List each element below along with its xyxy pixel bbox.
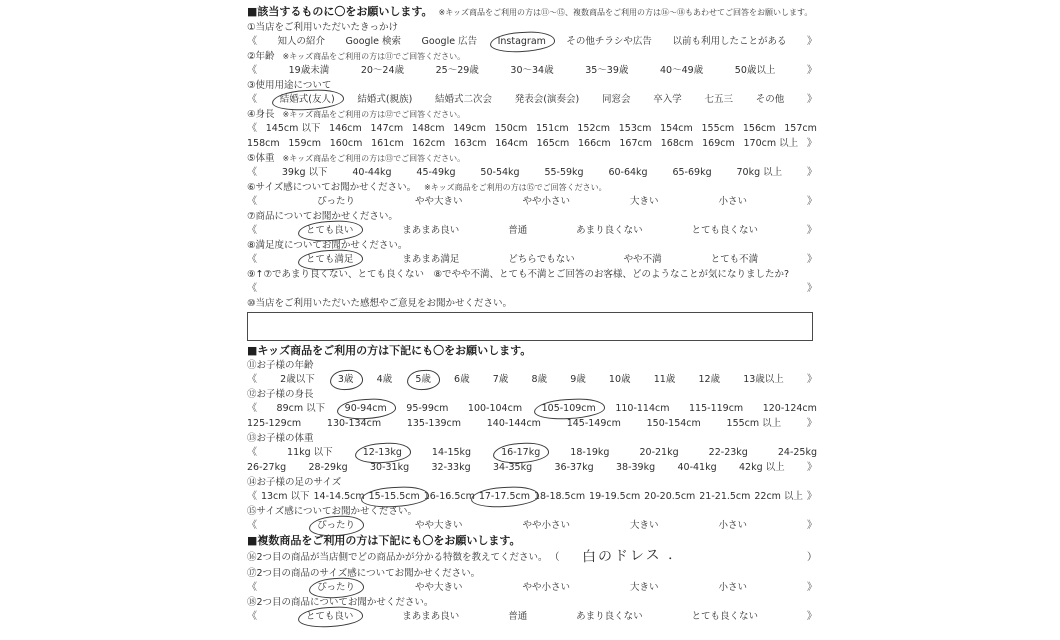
options-row [247, 581, 817, 594]
option: 159cm [288, 138, 321, 149]
option: 結婚式二次会 [435, 94, 493, 105]
close-bracket: 》 [806, 374, 817, 385]
open-bracket: 《 [247, 403, 257, 414]
circled-option: 16-17kg [501, 447, 541, 458]
question-row [247, 359, 817, 372]
question-label: ⑨↑⑦であまり良くない、とても良くない ⑧でやや不満、とても不満とご回答のお客様、どのようなことが気になりましたか? [247, 269, 790, 280]
option: 20～24歳 [360, 65, 404, 76]
option: 148cm [411, 123, 445, 134]
option: 110-114cm [615, 403, 670, 414]
option: 95-99cm [406, 403, 449, 414]
option: 13cm 以下 [260, 491, 310, 502]
option: 38-39kg [616, 462, 656, 473]
option: 24-25kg [777, 447, 817, 458]
open-bracket: 《 [247, 254, 257, 265]
option: 89cm 以下 [276, 403, 326, 414]
option: 39kg 以下 [281, 167, 328, 178]
section-title-text: ■キッズ商品をご利用の方は下記にも〇をお願いします。 [247, 344, 532, 357]
options-row [247, 417, 817, 430]
circled-option: 3歳 [337, 374, 354, 385]
close-bracket: 》 [806, 491, 817, 502]
question-row [247, 181, 817, 194]
option: 40-41kg [677, 462, 717, 473]
option: 22-23kg [708, 447, 748, 458]
options-row [247, 402, 817, 415]
option: 16-16.5cm [423, 491, 475, 502]
option: 28-29kg [308, 462, 348, 473]
option: まあまあ満足 [402, 254, 460, 265]
option: 152cm [577, 123, 611, 134]
options-row [247, 490, 817, 503]
option: Google 広告 [421, 36, 478, 47]
option: 18-19kg [570, 447, 610, 458]
option: 卒入学 [653, 94, 682, 105]
option: 145cm 以下 [265, 123, 321, 134]
close-bracket: 》 [807, 167, 817, 178]
section-header [247, 5, 817, 19]
options-row [247, 122, 817, 135]
options-row [247, 282, 817, 295]
close-bracket: 》 [806, 582, 817, 593]
circled-option: 15-15.5cm [368, 491, 420, 502]
question-label: ④身長 [247, 109, 275, 120]
option: その他 [755, 94, 785, 105]
option: 164cm [495, 138, 528, 149]
options-row [247, 35, 817, 48]
option: 165cm [536, 138, 570, 149]
option: 2歳以下 [280, 374, 315, 385]
option: 140-144cm [486, 418, 541, 429]
option: 19-19.5cm [589, 491, 641, 502]
option: 30-31kg [370, 462, 410, 473]
option: 25～29歳 [435, 65, 479, 76]
option: 10歳 [608, 374, 631, 385]
option: 11kg 以下 [287, 447, 333, 458]
option: 36-37kg [554, 462, 594, 473]
option: 55-59kg [544, 167, 584, 178]
close-bracket: 》 [806, 94, 817, 105]
option: 60-64kg [608, 167, 648, 178]
option: 6歳 [454, 374, 470, 385]
option: 147cm [370, 123, 404, 134]
options-row [247, 93, 817, 106]
question-label: ⑭お子様の足のサイズ [247, 477, 342, 488]
option: その他チラシや広告 [566, 36, 652, 47]
option: 14-15kg [431, 447, 472, 458]
option: 13歳以上 [743, 374, 784, 385]
option: 22cm 以上 [754, 491, 803, 502]
circled-option: 5歳 [415, 374, 431, 385]
option: 161cm [371, 138, 404, 149]
close-bracket: 》 [806, 520, 817, 531]
option: とても良くない [691, 611, 759, 622]
question-label: ⑧満足度についてお聞かせください。 [247, 240, 408, 251]
option: 34-35kg [493, 462, 533, 473]
option: 普通 [508, 611, 528, 622]
open-bracket: 《 [247, 167, 257, 178]
option: ぴったり [316, 196, 355, 207]
circled-option: Instagram [497, 36, 546, 47]
option: 155cm [701, 123, 735, 134]
option: 154cm [660, 123, 693, 134]
open-bracket: 《 [247, 196, 257, 207]
question-row [247, 239, 817, 252]
question-note: ※キッズ商品をご利用の方は⑬でご回答ください。 [282, 154, 466, 163]
question-label: ①当店をご利用いただいたきっかけ [247, 22, 399, 33]
question-label: ⑫お子様の身長 [247, 389, 314, 400]
open-bracket: 《 [247, 123, 257, 134]
open-bracket: 《 [247, 36, 257, 47]
options-row [247, 224, 817, 237]
question-row [247, 108, 817, 121]
circled-option: 12-13kg [362, 447, 402, 458]
option: 14-14.5cm [313, 491, 365, 502]
options-row [247, 195, 817, 208]
options-row [247, 519, 817, 532]
option: 21-21.5cm [699, 491, 751, 502]
question-row [247, 210, 817, 223]
option: 168cm [660, 138, 694, 149]
section-title-text: ■複数商品をご利用の方は下記にも〇をお願いします。 [247, 534, 521, 547]
options-row [247, 461, 817, 474]
option: 50-54kg [480, 167, 520, 178]
circled-option: 105-109cm [541, 403, 596, 414]
option: 小さい [718, 520, 747, 531]
question-label: ⑩当店をご利用いただいた感想やご意見をお聞かせください。 [247, 298, 513, 309]
option: 小さい [718, 582, 747, 593]
open-bracket: （ [549, 552, 560, 563]
question-row [247, 21, 817, 34]
question-label: ⑮サイズ感についてお聞かせください。 [247, 506, 418, 517]
options-row [247, 64, 817, 77]
option: 9歳 [570, 374, 586, 385]
option: 120-124cm [762, 403, 817, 414]
open-bracket: 《 [247, 225, 257, 236]
survey-form [247, 3, 817, 625]
option: 32-33kg [431, 462, 471, 473]
option: 130-134cm [326, 418, 382, 429]
option: 大きい [629, 520, 659, 531]
option: まあまあ良い [402, 225, 460, 236]
option: 157cm [784, 123, 817, 134]
option: 19歳未満 [288, 65, 330, 76]
circled-option: とても良い [305, 225, 354, 236]
option: 知人の紹介 [277, 36, 326, 47]
options-row [247, 610, 817, 623]
option: やや小さい [522, 520, 570, 531]
option: 40-44kg [352, 167, 392, 178]
section-header [247, 534, 817, 547]
open-bracket: 《 [247, 374, 257, 385]
question-label: ⑪お子様の年齢 [247, 360, 314, 371]
circled-option: 90-94cm [344, 403, 387, 414]
option: 26-27kg [247, 462, 287, 473]
option: 163cm [453, 138, 487, 149]
option: 20-21kg [639, 447, 679, 458]
open-bracket: 《 [247, 94, 257, 105]
option: 156cm [742, 123, 776, 134]
question-row [247, 268, 817, 281]
options-row [247, 446, 817, 459]
option: 166cm [578, 138, 611, 149]
option: 大きい [629, 196, 659, 207]
option: やや小さい [522, 582, 570, 593]
close-bracket: 》 [806, 418, 817, 429]
section-note: ※キッズ商品をご利用の方は⑪～⑮、複数商品をご利用の方は⑯～⑱もあわせてご回答をお願いします。 [438, 8, 813, 17]
option: 七五三 [704, 94, 733, 105]
option: 18-18.5cm [533, 491, 586, 502]
question-row [247, 50, 817, 63]
option: 11歳 [653, 374, 676, 385]
question-label: ③使用用途について [247, 80, 332, 91]
option: 8歳 [531, 374, 548, 385]
question-row [247, 297, 817, 310]
question-label: ⑯2つ目の商品が当店側でどの商品かが分かる特徴を教えてください。 [247, 552, 548, 563]
option: 12歳 [698, 374, 721, 385]
question-label: ②年齢 [247, 51, 275, 62]
options-row [247, 137, 817, 150]
option: 158cm [247, 138, 280, 149]
question-note: ※キッズ商品をご利用の方は⑮でご回答ください。 [424, 183, 607, 192]
question-label: ⑥サイズ感についてお聞かせください。 [247, 182, 417, 193]
section-header [247, 344, 817, 357]
option: 以前も利用したことがある [672, 36, 787, 47]
option: 150-154cm [646, 418, 701, 429]
option: 167cm [619, 138, 652, 149]
option: あまり良くない [576, 225, 643, 236]
option: とても良くない [691, 225, 759, 236]
option: 45-49kg [416, 167, 456, 178]
options-row [247, 253, 817, 266]
option: 146cm [329, 123, 362, 134]
question-row [247, 567, 817, 580]
option: あまり良くない [576, 611, 643, 622]
option: 153cm [618, 123, 652, 134]
option: やや大きい [414, 582, 463, 593]
circled-option: 結婚式(友人) [279, 94, 335, 105]
question-row [247, 476, 817, 489]
circled-option: とても良い [305, 611, 354, 622]
option: 70kg 以上 [736, 167, 783, 178]
option: 149cm [453, 123, 486, 134]
option: 145-149cm [566, 418, 621, 429]
close-bracket: 》 [807, 65, 817, 76]
option: 35～39歳 [585, 65, 629, 76]
option: 40～49歳 [660, 65, 704, 76]
option: どちらでもない [508, 254, 575, 265]
option: やや大きい [414, 520, 463, 531]
close-bracket: ） [807, 552, 817, 563]
option: 4歳 [376, 374, 393, 385]
question-row [247, 432, 817, 445]
options-row [247, 166, 817, 179]
option: 7歳 [492, 374, 509, 385]
option: まあまあ良い [402, 611, 460, 622]
question-row [247, 596, 817, 609]
option: 169cm [702, 138, 735, 149]
option: 30～34歳 [510, 65, 554, 76]
option: 大きい [629, 582, 659, 593]
close-bracket: 》 [806, 225, 817, 236]
option: 160cm [329, 138, 363, 149]
option: 125-129cm [247, 418, 302, 429]
option: とても不満 [710, 254, 759, 265]
close-bracket: 》 [807, 462, 817, 473]
circled-option: ぴったり [316, 520, 355, 531]
options-row [247, 373, 817, 386]
open-bracket: 《 [247, 283, 257, 294]
section-title-text: ■該当するものに〇をお願いします。 [247, 5, 433, 18]
option: 50歳以上 [734, 65, 776, 76]
option: 135-139cm [406, 418, 462, 429]
option: 同窓会 [601, 94, 631, 105]
question-note: ※キッズ商品をご利用の方は⑪でご回答ください。 [282, 52, 466, 61]
question-label: ⑱2つ目の商品についてお聞かせください。 [247, 597, 434, 608]
close-bracket: 》 [807, 283, 817, 294]
handwritten-answer: 白のドレス ． [581, 546, 684, 566]
question-row [247, 152, 817, 165]
open-bracket: 《 [247, 491, 257, 502]
option: 162cm [412, 138, 446, 149]
open-bracket: 《 [247, 447, 257, 458]
option: 170cm 以上 [743, 138, 799, 149]
open-bracket: 《 [247, 611, 257, 622]
option: 結婚式(親族) [357, 94, 413, 105]
option: 20-20.5cm [644, 491, 696, 502]
option: 155cm 以上 [726, 418, 782, 429]
open-bracket: 《 [247, 582, 257, 593]
option: Google 検索 [345, 36, 402, 47]
option: やや小さい [522, 196, 570, 207]
circled-option: 17-17.5cm [478, 491, 530, 502]
option: 42kg 以上 [739, 462, 785, 473]
close-bracket: 》 [807, 254, 817, 265]
option: 普通 [508, 225, 528, 236]
close-bracket: 》 [806, 196, 817, 207]
question-label: ⑬お子様の体重 [247, 433, 314, 444]
question-inline-row [247, 546, 817, 566]
option: やや不満 [623, 254, 662, 265]
option: 115-119cm [689, 403, 744, 414]
option: 100-104cm [467, 403, 523, 414]
close-bracket: 》 [806, 138, 817, 149]
option: 発表会(演奏会) [514, 94, 580, 105]
circled-option: ぴったり [316, 582, 355, 593]
close-bracket: 》 [806, 36, 817, 47]
close-bracket: 》 [806, 611, 817, 622]
question-row [247, 505, 817, 518]
open-bracket: 《 [247, 65, 257, 76]
open-bracket: 《 [247, 520, 257, 531]
option: 65-69kg [672, 167, 712, 178]
option: やや大きい [414, 196, 463, 207]
question-label: ⑦商品についてお聞かせください。 [247, 211, 398, 222]
option: 小さい [718, 196, 747, 207]
option: 150cm [494, 123, 528, 134]
question-note: ※キッズ商品をご利用の方は⑫でご回答ください。 [282, 110, 466, 119]
question-label: ⑰2つ目の商品のサイズ感についてお聞かせください。 [247, 568, 481, 579]
question-label: ⑤体重 [247, 153, 275, 164]
question-row [247, 79, 817, 92]
option: 151cm [536, 123, 569, 134]
comment-box [247, 312, 813, 341]
circled-option: とても満足 [305, 254, 354, 265]
question-row [247, 388, 817, 401]
